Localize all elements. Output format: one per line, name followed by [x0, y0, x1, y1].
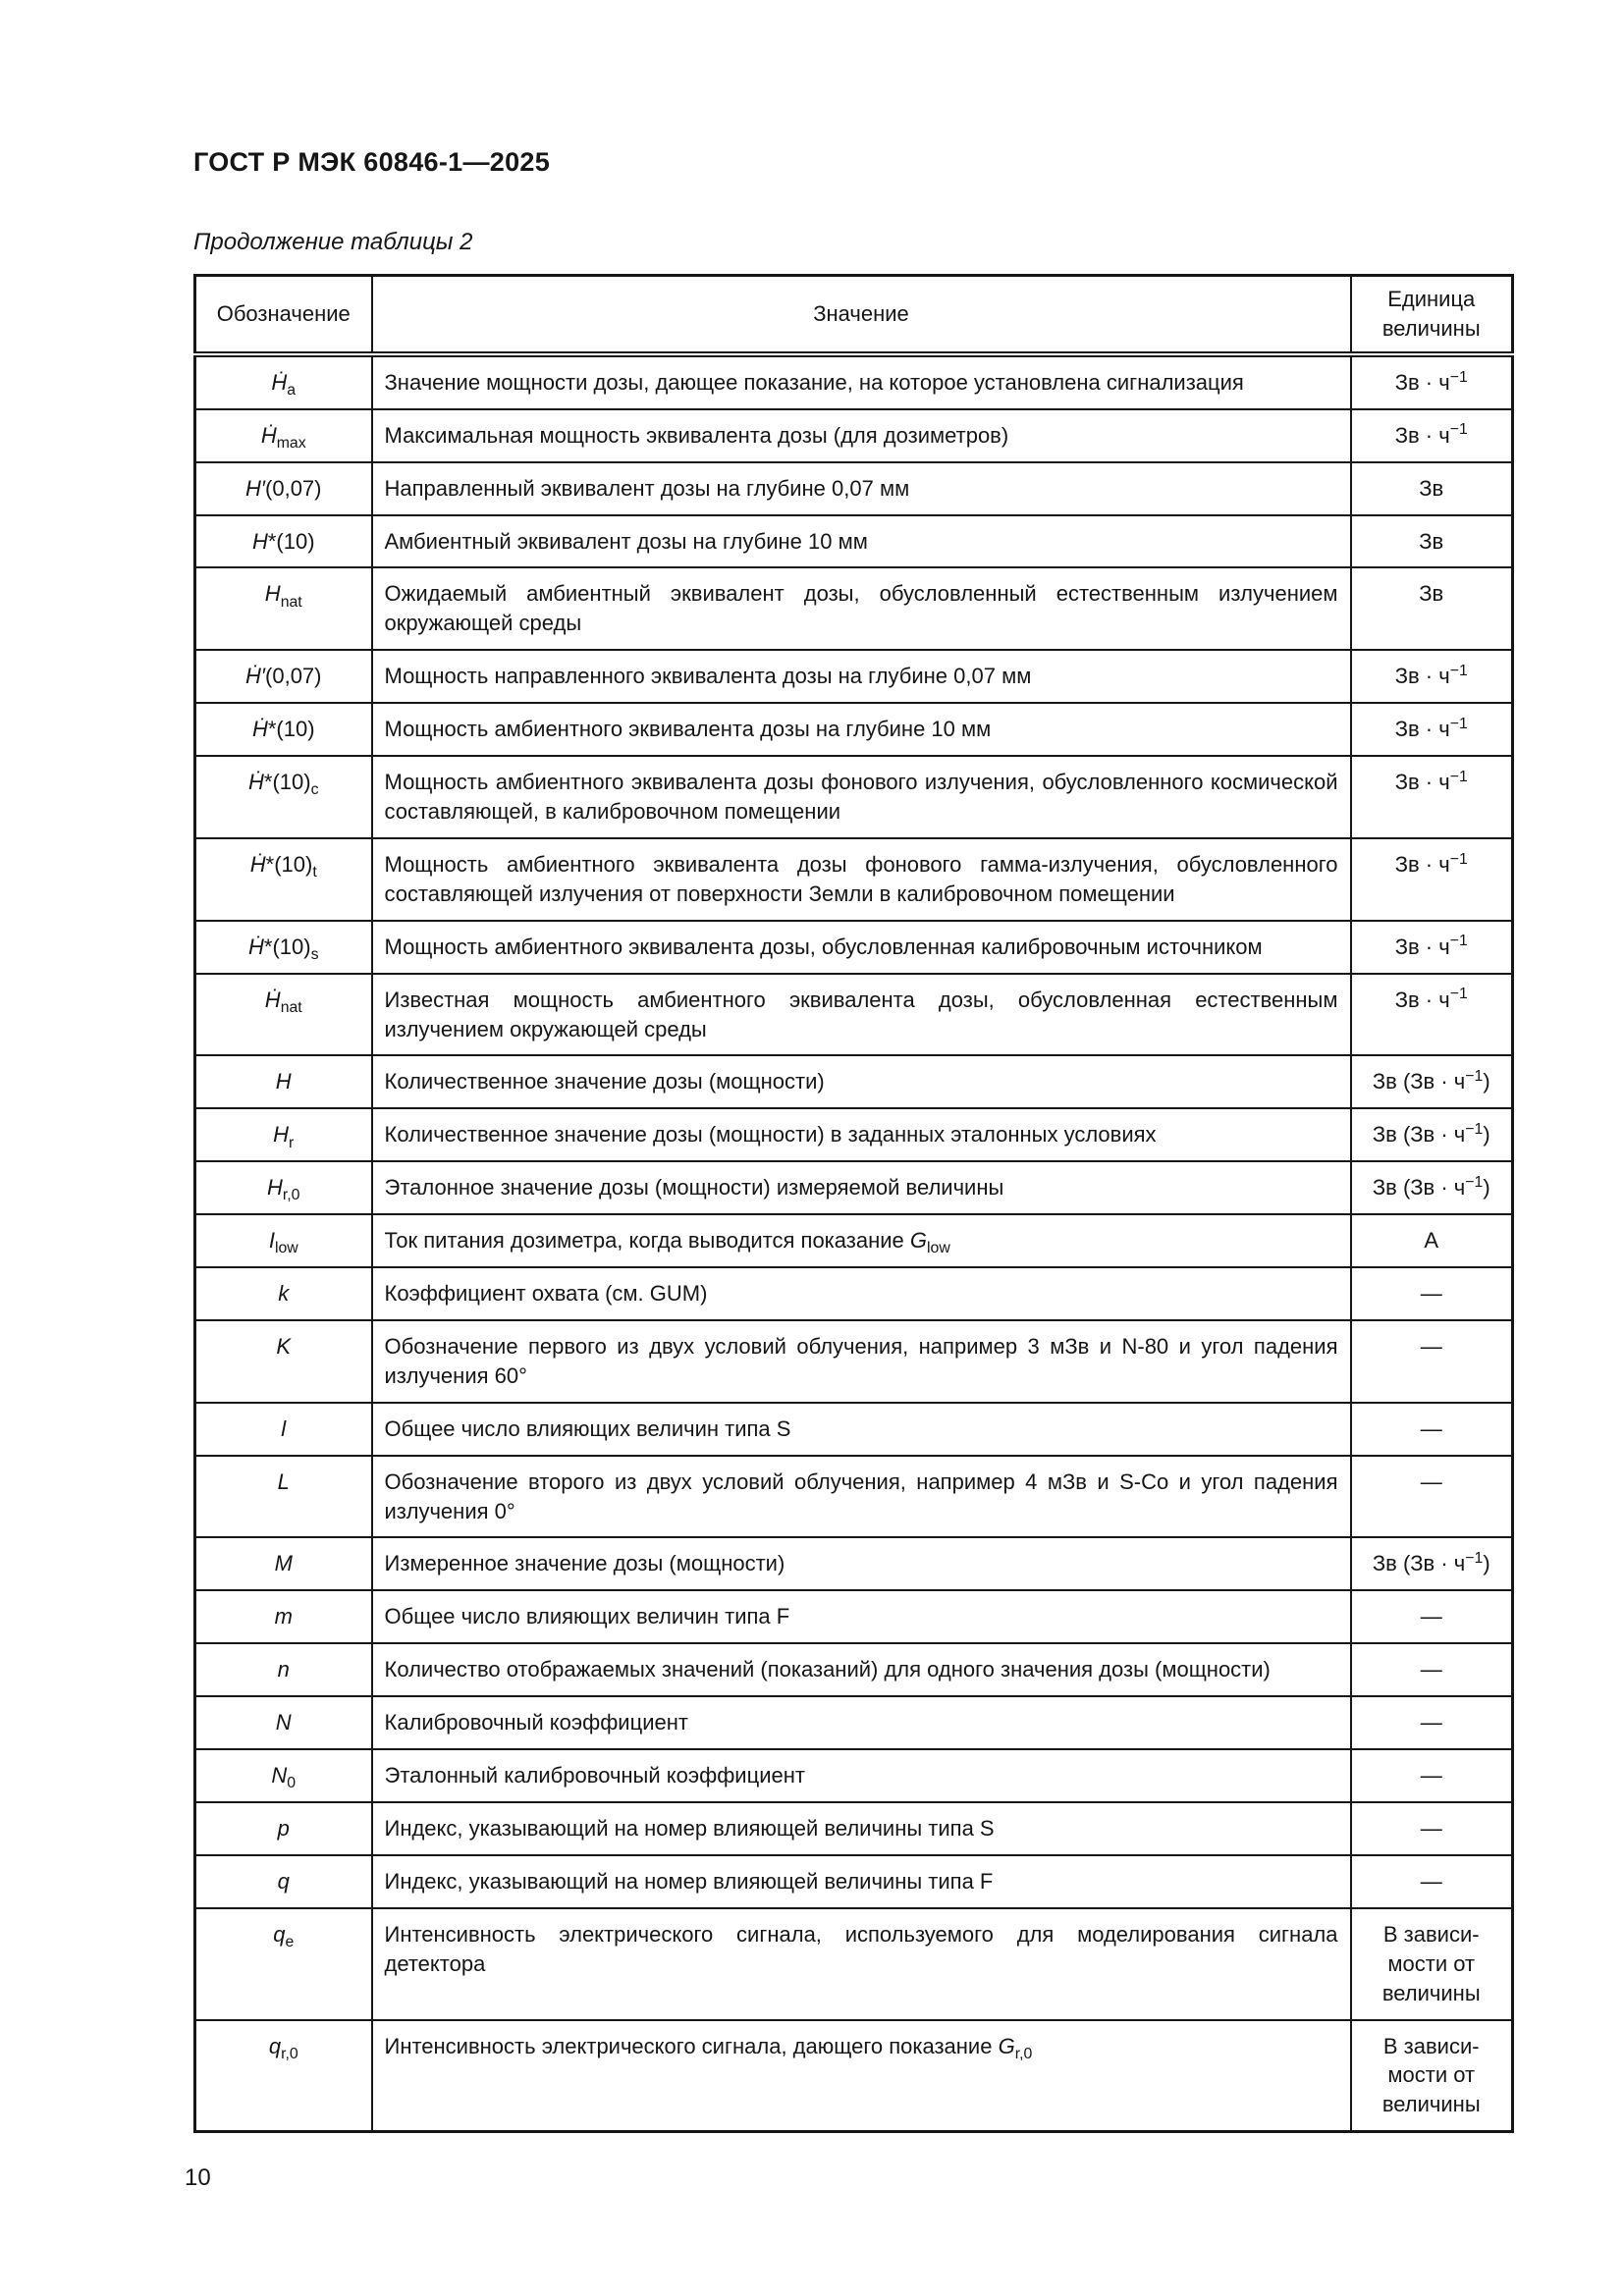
table-row: [195, 462, 1513, 515]
symbol-cell: N: [195, 1696, 372, 1749]
value-cell: Количественное значение дозы (мощности): [372, 1055, 1351, 1108]
value-cell: Направленный эквивалент дозы на глубине 0,07 мм: [372, 462, 1351, 515]
table-row: [195, 1696, 1513, 1749]
table-row: [195, 1161, 1513, 1214]
unit-cell: Зв: [1351, 515, 1513, 568]
col-header-value: Значение: [372, 276, 1351, 354]
value-cell: Общее число влияющих величин типа F: [372, 1590, 1351, 1643]
unit-cell: Зв · $ч^{-1}$: [1351, 354, 1513, 409]
symbol-cell: l: [195, 1403, 372, 1456]
value-cell: Ток питания дозиметра, когда выводится показание $G_{low}$: [372, 1214, 1351, 1267]
symbol-cell: q: [195, 1855, 372, 1908]
value-cell: Обозначение второго из двух условий облучения, например 4 мЗв и S-Co и угол падения излучения 0°: [372, 1456, 1351, 1538]
table-row: [195, 756, 1513, 838]
value-cell: Измеренное значение дозы (мощности): [372, 1537, 1351, 1590]
symbol-cell: $q_e$: [195, 1908, 372, 2020]
unit-cell: —: [1351, 1267, 1513, 1320]
header-row: [195, 276, 1513, 354]
doc-code: ГОСТ Р МЭК 60846-1—2025: [193, 147, 551, 177]
unit-cell: Зв · $ч^{-1}$: [1351, 756, 1513, 838]
value-cell: Ожидаемый амбиентный эквивалент дозы, обусловленный естественным излучением окружающей среды: [372, 567, 1351, 650]
value-cell: Мощность амбиентного эквивалента дозы фонового гамма-излучения, обусловленного составляющей излучения от поверхности Земли в калибровочном помещении: [372, 838, 1351, 921]
table-row: [195, 2020, 1513, 2132]
col-header-symbol: Обозначение: [195, 276, 372, 354]
unit-cell: В зависи- мости от величины: [1351, 2020, 1513, 2132]
table-row: [195, 921, 1513, 974]
value-cell: Мощность амбиентного эквивалента дозы фонового излучения, обусловленного космической составляющей, в калибровочном помещении: [372, 756, 1351, 838]
unit-cell: —: [1351, 1643, 1513, 1696]
value-cell: Индекс, указывающий на номер влияющей величины типа F: [372, 1855, 1351, 1908]
value-cell: Общее число влияющих величин типа S: [372, 1403, 1351, 1456]
value-cell: Значение мощности дозы, дающее показание, на которое установлена сигнализация: [372, 354, 1351, 409]
table-row: [195, 1214, 1513, 1267]
table-row: [195, 515, 1513, 568]
table-row: [195, 650, 1513, 703]
value-cell: Эталонный калибровочный коэффициент: [372, 1749, 1351, 1802]
table-row: [195, 1802, 1513, 1855]
symbol-cell: k: [195, 1267, 372, 1320]
unit-cell: —: [1351, 1749, 1513, 1802]
table-row: [195, 1855, 1513, 1908]
value-cell: Известная мощность амбиентного эквивалента дозы, обусловленная естественным излучением окружающей среды: [372, 974, 1351, 1056]
unit-cell: Зв · $ч^{-1}$: [1351, 650, 1513, 703]
value-cell: Амбиентный эквивалент дозы на глубине 10 мм: [372, 515, 1351, 568]
value-cell: Интенсивность электрического сигнала, дающего показание $G_{r,0}$: [372, 2020, 1351, 2132]
symbol-cell: $Ḣ*(10)_c$: [195, 756, 372, 838]
unit-cell: Зв · $ч^{-1}$: [1351, 409, 1513, 462]
value-cell: Мощность направленного эквивалента дозы на глубине 0,07 мм: [372, 650, 1351, 703]
symbol-cell: $Ḣ*(10)_t$: [195, 838, 372, 921]
table-row: [195, 354, 1513, 409]
table-caption: Продолжение таблицы 2: [193, 229, 473, 255]
symbol-cell: $N_0$: [195, 1749, 372, 1802]
unit-cell: —: [1351, 1802, 1513, 1855]
symbol-cell: K: [195, 1320, 372, 1403]
table-body: [195, 354, 1513, 2132]
unit-cell: Зв $(Зв \cdot ч^{-1})$: [1351, 1108, 1513, 1161]
value-cell: Эталонное значение дозы (мощности) измеряемой величины: [372, 1161, 1351, 1214]
unit-cell: —: [1351, 1590, 1513, 1643]
symbol-cell: H′(0,07): [195, 462, 372, 515]
value-cell: Интенсивность электрического сигнала, используемого для моделирования сигнала детектора: [372, 1908, 1351, 2020]
table-row: [195, 1643, 1513, 1696]
table-row: [195, 1590, 1513, 1643]
table-row: [195, 409, 1513, 462]
symbol-cell: H*(10): [195, 515, 372, 568]
unit-cell: Зв $(Зв \cdot ч^{-1})$: [1351, 1537, 1513, 1590]
col-header-unit: Единица величины: [1351, 276, 1513, 354]
symbol-cell: $H_{nat}$: [195, 567, 372, 650]
symbol-cell: M: [195, 1537, 372, 1590]
unit-cell: В зависи- мости от величины: [1351, 1908, 1513, 2020]
unit-cell: Зв $(Зв \cdot ч^{-1})$: [1351, 1055, 1513, 1108]
unit-cell: Зв · $ч^{-1}$: [1351, 921, 1513, 974]
table-row: [195, 838, 1513, 921]
symbol-cell: p: [195, 1802, 372, 1855]
table-row: [195, 1749, 1513, 1802]
symbol-cell: $H_{r,0}$: [195, 1161, 372, 1214]
unit-cell: Зв · $ч^{-1}$: [1351, 974, 1513, 1056]
unit-cell: Зв · $ч^{-1}$: [1351, 838, 1513, 921]
value-cell: Количество отображаемых значений (показаний) для одного значения дозы (мощности): [372, 1643, 1351, 1696]
value-cell: Коэффициент охвата (см. GUM): [372, 1267, 1351, 1320]
unit-cell: Зв · $ч^{-1}$: [1351, 703, 1513, 756]
table-row: [195, 1320, 1513, 1403]
unit-cell: Зв $(Зв \cdot ч^{-1})$: [1351, 1161, 1513, 1214]
symbol-cell: H: [195, 1055, 372, 1108]
value-cell: Количественное значение дозы (мощности) в заданных эталонных условиях: [372, 1108, 1351, 1161]
table-row: [195, 1908, 1513, 2020]
symbol-cell: Ḣ$_a$: [195, 354, 372, 409]
value-cell: Максимальная мощность эквивалента дозы (для дозиметров): [372, 409, 1351, 462]
symbol-cell: $I_{low}$: [195, 1214, 372, 1267]
table-row: [195, 703, 1513, 756]
symbol-cell: Ḣ$_{max}$: [195, 409, 372, 462]
value-cell: Мощность амбиентного эквивалента дозы на глубине 10 мм: [372, 703, 1351, 756]
unit-cell: —: [1351, 1456, 1513, 1538]
symbol-cell: Ḣ$_{nat}$: [195, 974, 372, 1056]
table-row: [195, 1055, 1513, 1108]
unit-cell: —: [1351, 1855, 1513, 1908]
table-row: [195, 1267, 1513, 1320]
value-cell: Индекс, указывающий на номер влияющей величины типа S: [372, 1802, 1351, 1855]
unit-cell: —: [1351, 1403, 1513, 1456]
symbol-cell: n: [195, 1643, 372, 1696]
unit-cell: —: [1351, 1696, 1513, 1749]
table-row: [195, 1403, 1513, 1456]
unit-cell: Зв: [1351, 462, 1513, 515]
unit-cell: А: [1351, 1214, 1513, 1267]
value-cell: Калибровочный коэффициент: [372, 1696, 1351, 1749]
table-row: [195, 974, 1513, 1056]
table-row: [195, 1108, 1513, 1161]
symbols-table: [193, 274, 1514, 2133]
symbol-cell: $q_{r,0}$: [195, 2020, 372, 2132]
symbol-cell: $H_r$: [195, 1108, 372, 1161]
value-cell: Обозначение первого из двух условий облучения, например 3 мЗв и N-80 и угол падения излучения 60°: [372, 1320, 1351, 1403]
unit-cell: Зв: [1351, 567, 1513, 650]
unit-cell: —: [1351, 1320, 1513, 1403]
value-cell: Мощность амбиентного эквивалента дозы, обусловленная калибровочным источником: [372, 921, 1351, 974]
table-row: [195, 567, 1513, 650]
symbol-cell: $Ḣ*(10)_s$: [195, 921, 372, 974]
page-number: 10: [185, 2164, 211, 2192]
symbol-cell: Ḣ′(0,07): [195, 650, 372, 703]
symbol-cell: L: [195, 1456, 372, 1538]
symbol-cell: m: [195, 1590, 372, 1643]
table-row: [195, 1537, 1513, 1590]
table-row: [195, 1456, 1513, 1538]
symbol-cell: Ḣ*(10): [195, 703, 372, 756]
